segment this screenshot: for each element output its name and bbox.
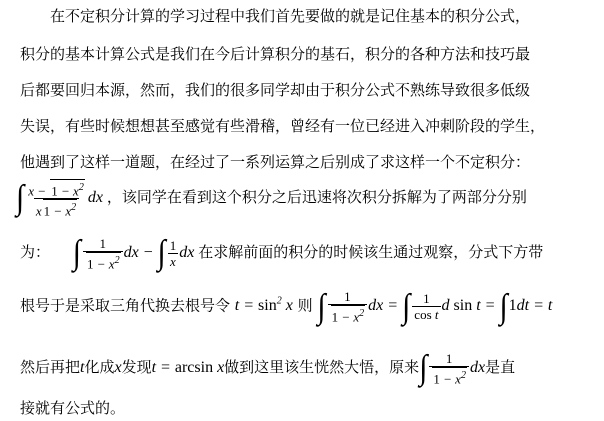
line-9-b: 发现 (121, 358, 152, 376)
line-6 (16, 178, 527, 218)
line-8-mid: 则 (297, 296, 313, 315)
integral-formula-2: ∫ $\frac{1}{1 - x^2}$ dx − ∫ $\frac{1}{x}$ dx (72, 233, 199, 272)
line-7-prefix: 为： (20, 243, 51, 261)
line-9-a: 化成 (84, 358, 115, 376)
line-5: 他遇到了这样一道题，在经过了一系列运算之后别成了求这样一个不定积分： (20, 153, 531, 171)
line-8-prefix: 根号于是采取三角代换去根号令 (20, 296, 231, 315)
line-9-prefix: 然后再把 (20, 358, 81, 376)
line-3: 后都要回归本源，然而，我们的很多同学却由于积分公式不熟练导致很多低级 (20, 81, 531, 99)
substitution-formula: $t = \sin^2 x$ (234, 296, 293, 315)
integral-formula-1: ∫ $\frac{x - 1 - x^2}{x 1 - x^2}$ dx (16, 178, 107, 219)
line-10: 接就有公式的。 (20, 399, 126, 417)
line-8 (20, 282, 552, 326)
line-9-d: 是直 (485, 358, 516, 376)
line-2: 积分的基本计算公式是我们在今后计算积分的基石，积分的各种方法和技巧最 (20, 45, 531, 63)
line-9: 然后再把t化成x发现t = arcsin x做到这里该生恍然大悟，原来∫ $\frac{1}{1 - x^2}$ dx是直 (20, 348, 516, 387)
integral-formula-3: ∫ $\frac{1}{1 - x^2}$ dx = ∫ $\frac{1}{\text{cos t}}$ d sin t = ∫1dt = t (317, 287, 553, 326)
line-7 (20, 232, 543, 273)
line-4: 失误，有些时候想想甚至感觉有些滑稽，曾经有一位已经进入冲刺阶段的学生， (20, 117, 546, 135)
integral-formula-4: ∫ $\frac{1}{1 - x^2}$ dx (419, 348, 486, 387)
line-1: 在不定积分计算的学习过程中我们首先要做的就是记住基本的积分公式， (50, 7, 531, 25)
line-6-text: ，该同学在看到这个积分之后迅速将次积分拆解为了两部分分别 (106, 188, 527, 206)
line-7-text: 在求解前面的积分的时候该生通过观察，分式下方带 (198, 243, 544, 261)
line-9-c: 做到这里该生恍然大悟，原来 (224, 358, 420, 376)
arcsin-formula: t = arcsin x (151, 359, 225, 376)
